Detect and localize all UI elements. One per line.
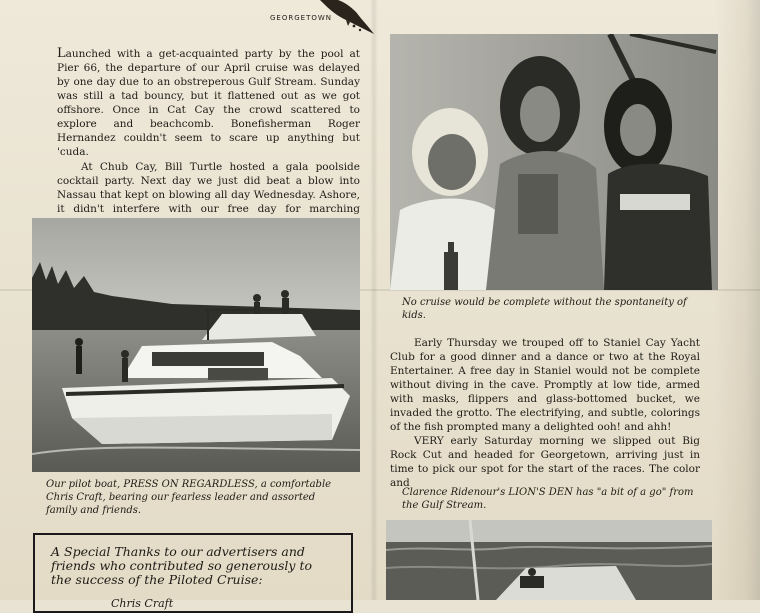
map-label: GEORGETOWN xyxy=(270,14,333,22)
thanks-heading: A Special Thanks to our advertisers and friends who contributed so generously to the success of the Piloted Cruise: xyxy=(51,544,313,587)
thanks-first-entry: Chris Craft xyxy=(111,597,174,610)
lions-den-photo xyxy=(386,520,712,600)
paragraph-2: At Chub Cay, Bill Turtle hosted a gala poolside cocktail party. Next day we just did beat a blow into Nassau that kept on blowing all day Wednesday. Ashore, it didn't interfere with our free day for marching xyxy=(57,161,360,215)
paragraph-1 xyxy=(57,47,360,159)
paragraph-4: VERY early Saturday morning we slipped out Big Rock Cut and headed for Georgetown, arriving just in time to pick our spot for the start of the races. The color and xyxy=(390,435,700,489)
boat-photo xyxy=(32,218,360,472)
paragraph-3: Early Thursday we trouped off to Staniel Cay Yacht Club for a good dinner and a dance or two at the Royal Entertainer. A free day in Staniel would not be complete without diving in the cave. Promptly at low tide, armed with masks, flippers and glass-bottomed bucket, we invaded the grotto. The electrifying, and subtle, colorings of the fish prompted many a delighted ooh! and ahh! xyxy=(390,337,700,433)
kids-photo xyxy=(390,34,718,290)
thanks-box xyxy=(33,533,353,613)
page-edge-shadow xyxy=(714,0,760,600)
dropcap: L xyxy=(57,46,66,61)
page-fold xyxy=(370,0,378,600)
kids-caption: No cruise would be complete without the spontaneity of kids. xyxy=(402,297,687,321)
right-article-text xyxy=(390,336,700,490)
paragraph-1-text: aunched with a get-acquainted party by the pool at Pier 66, the departure of our April cruise was delayed by one day due to an obstreperous Gulf Stream. Sunday was still a tad bouncy, but it flattened out as we got offshore. Once in Cat Cay the crowd scattered to explore and beachcomb. Bonefisherman Roger Hernandez couldn't seem to scare up anything but 'cuda. xyxy=(57,48,360,158)
lions-den-caption: Clarence Ridenour's LION'S DEN has "a bit of a go" from the Gulf Stream. xyxy=(402,487,694,511)
left-article-text xyxy=(57,47,360,230)
boat-caption: Our pilot boat, PRESS ON REGARDLESS, a comfortable Chris Craft, bearing our fearless leader and assorted family and friends. xyxy=(46,479,332,516)
